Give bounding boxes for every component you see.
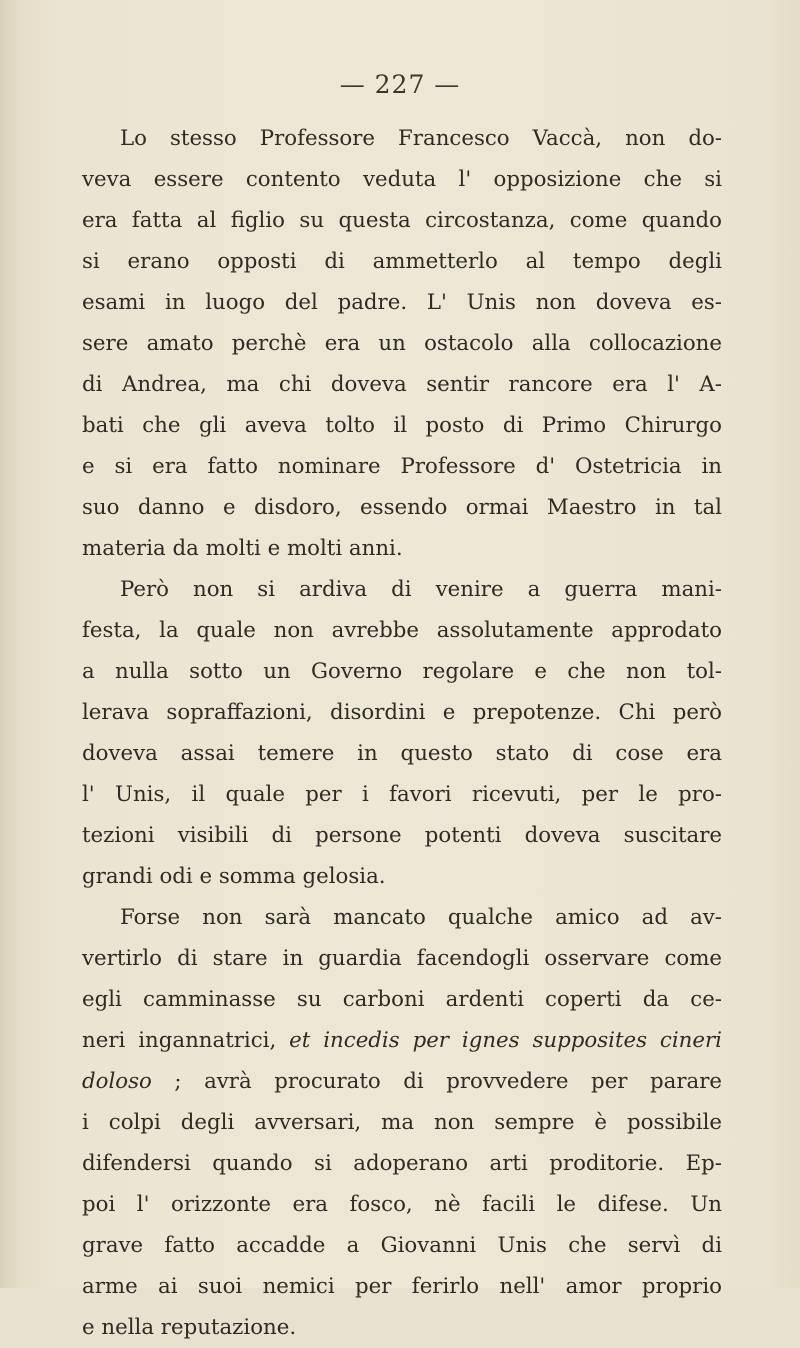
text-line: Però non si ardiva di venire a guerra mani- (120, 577, 722, 602)
text-line: arme ai suoi nemici per ferirlo nell' amor proprio (82, 1274, 722, 1299)
text-line: grandi odi e somma gelosia. (82, 864, 386, 889)
latin-quote-end: doloso (82, 1069, 152, 1094)
text-line: e nella reputazione. (82, 1315, 297, 1340)
text-line: e si era fatto nominare Professore d' Ostetricia in (82, 454, 722, 479)
text-line: di Andrea, ma chi doveva sentir rancore era l' A- (82, 372, 722, 397)
text-line: Lo stesso Professore Francesco Vaccà, non do- (120, 126, 722, 151)
text-line: esami in luogo del padre. L' Unis non doveva es- (82, 290, 722, 315)
paragraph-1 (82, 118, 722, 569)
text-line-with-latin-quote (82, 1061, 722, 1102)
text-line-with-latin-quote (82, 1020, 722, 1061)
paragraph-3 (82, 897, 722, 1348)
text-line: era fatta al figlio su questa circostanza, come quando (82, 208, 722, 233)
text-fragment: ; avrà procurato di provvedere per parare (151, 1069, 722, 1094)
body-text (82, 118, 722, 1348)
text-line: i colpi degli avversari, ma non sempre è possibile (82, 1110, 722, 1135)
text-line: veva essere contento veduta l' opposizione che si (82, 167, 722, 192)
text-line: difendersi quando si adoperano arti proditorie. Ep- (82, 1151, 722, 1176)
text-line: grave fatto accadde a Giovanni Unis che servì di (82, 1233, 722, 1258)
text-line: sere amato perchè era un ostacolo alla collocazione (82, 331, 722, 356)
text-line: festa, la quale non avrebbe assolutamente approdato (82, 618, 722, 643)
text-line: l' Unis, il quale per i favori ricevuti, per le pro- (82, 782, 722, 807)
text-line: suo danno e disdoro, essendo ormai Maestro in tal (82, 495, 722, 520)
text-line: bati che gli aveva tolto il posto di Primo Chirurgo (82, 413, 722, 438)
text-line: vertirlo di stare in guardia facendogli osservare come (82, 946, 722, 971)
text-line: si erano opposti di ammetterlo al tempo degli (82, 249, 722, 274)
page-number: — 227 — (339, 70, 461, 99)
text-line: materia da molti e molti anni. (82, 536, 403, 561)
paragraph-2 (82, 569, 722, 897)
text-line: egli camminasse su carboni ardenti coperti da ce- (82, 987, 722, 1012)
latin-quote: et incedis per ignes supposites cineri (289, 1028, 722, 1053)
text-line: doveva assai temere in questo stato di cose era (82, 741, 722, 766)
text-line: a nulla sotto un Governo regolare e che non tol- (82, 659, 722, 684)
text-line: tezioni visibili di persone potenti doveva suscitare (82, 823, 722, 848)
text-line: poi l' orizzonte era fosco, nè facili le difese. Un (82, 1192, 722, 1217)
text-fragment: neri ingannatrici, (82, 1028, 277, 1053)
text-line: lerava sopraffazioni, disordini e prepotenze. Chi però (82, 700, 722, 725)
text-line: Forse non sarà mancato qualche amico ad av- (120, 905, 722, 930)
